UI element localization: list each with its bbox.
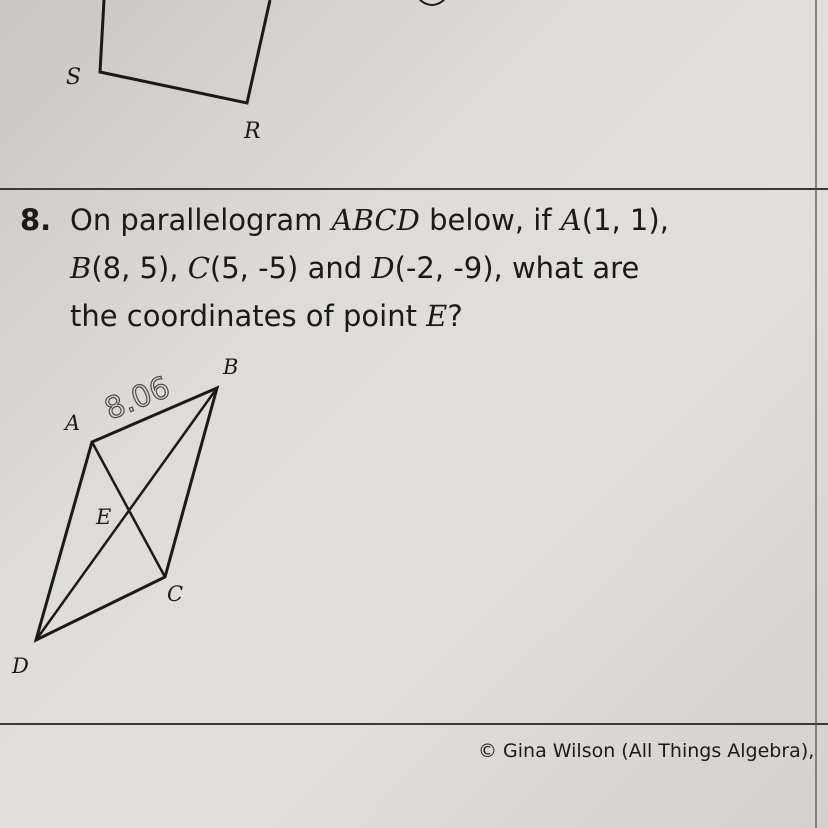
question-text (70, 196, 790, 340)
question-number: 8. (20, 203, 52, 237)
parallelogram-figure (11, 355, 238, 678)
section-divider-top (0, 188, 828, 190)
label-s: S (66, 65, 82, 90)
label-e: E (96, 505, 112, 529)
copyright-credit: © Gina Wilson (All Things Algebra), (478, 740, 815, 762)
label-r: R (244, 119, 261, 144)
label-d: D (12, 654, 29, 678)
question-line-2: B(8, 5), C(5, -5) and D(-2, -9), what are (70, 251, 640, 285)
label-a: A (65, 411, 81, 435)
label-b: B (223, 355, 239, 379)
question-line-3: the coordinates of point E? (70, 299, 463, 333)
handwritten-note: 8.06 (99, 369, 175, 428)
question-line-1: On parallelogram ABCD below, if A(1, 1), (70, 203, 669, 237)
label-c: C (167, 582, 184, 606)
section-divider-bottom (0, 723, 828, 725)
top-square-figure (66, 0, 444, 144)
page-edge-line (815, 0, 817, 828)
